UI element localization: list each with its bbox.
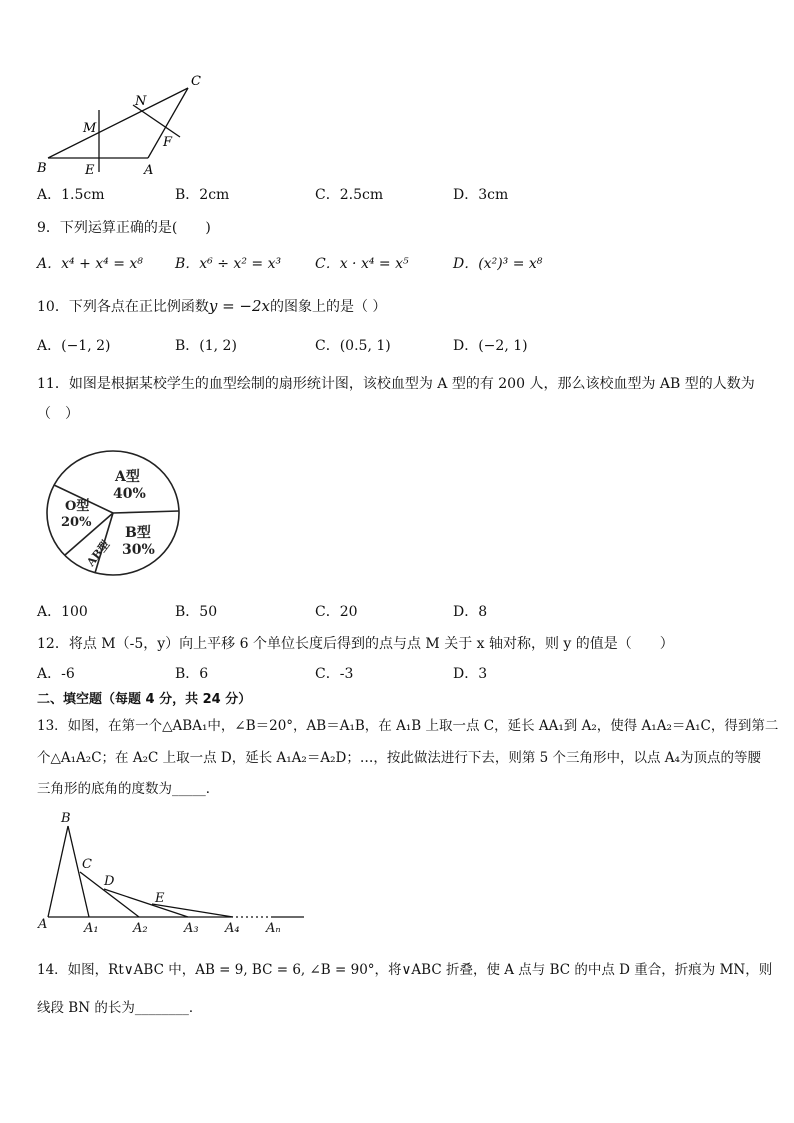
fig13-label-a: A (38, 917, 48, 932)
label-b: B (37, 161, 47, 176)
q9-option-b[interactable]: B．x⁶ ÷ x² = x³ (175, 256, 282, 272)
q14-line1: 14．如图，Rt∨ABC 中，AB = 9, BC = 6, ∠B = 90°，将∨ABC 折叠，使 A 点与 BC 的中点 D 重合，折痕为 MN，则 (37, 962, 773, 978)
q11-stem-line1: 11．如图是根据某校学生的血型绘制的扇形统计图，该校血型为 A 型的有 200 人，那么该校血型为 AB 型的人数为 (37, 376, 755, 392)
q8-option-c[interactable]: C．2.5cm (315, 187, 384, 203)
q11-pie-chart (45, 447, 185, 579)
q8-figure (30, 68, 220, 183)
section-fill-in-title: 二、填空题（每题 4 分，共 24 分） (37, 692, 252, 707)
q10-stem-post: 的图象上的是（ ） (269, 299, 387, 315)
label-f: F (163, 135, 173, 150)
segment-ab (48, 826, 68, 917)
label-n: N (135, 94, 147, 109)
pie-a-label: A型 (115, 469, 140, 485)
q12-stem: 12．将点 M（-5，y）向上平移 6 个单位长度后得到的点与点 M 关于 x 轴对称，则 y 的值是（ ） (37, 636, 674, 652)
label-e: E (85, 163, 95, 178)
label-c: C (191, 74, 201, 89)
q13-line2: 个△A₁A₂C；在 A₂C 上取一点 D，延长 A₁A₂＝A₂D；…，按此做法进行下去，则第 5 个三角形中，以点 A₄为顶点的等腰 (37, 750, 761, 766)
q12-option-c[interactable]: C．-3 (315, 666, 354, 682)
q11-option-c[interactable]: C．20 (315, 604, 358, 620)
q12-option-b[interactable]: B．6 (175, 666, 209, 682)
q8-option-a[interactable]: A．1.5cm (37, 187, 105, 203)
q8-option-d[interactable]: D．3cm (453, 187, 509, 203)
label-m: M (83, 121, 97, 136)
q9-option-d[interactable]: D．(x²)³ = x⁸ (453, 256, 543, 272)
pie-b-label: B型 (125, 525, 151, 541)
q14-line2: 线段 BN 的长为________． (37, 1000, 203, 1016)
pie-o-label: O型 (65, 499, 90, 514)
perp-bisector-nf (133, 105, 180, 137)
q10-stem (37, 296, 386, 317)
fig13-label-a1: A₁ (84, 921, 99, 936)
q10-stem-expr: y = −2x (208, 297, 270, 315)
q12-option-a[interactable]: A．-6 (37, 666, 75, 682)
q9-stem: 9．下列运算正确的是( ) (37, 220, 211, 236)
pie-ab-label: AB型 (84, 537, 113, 569)
fig13-label-e: E (155, 891, 165, 906)
q11-option-d[interactable]: D．8 (453, 604, 488, 620)
label-a: A (144, 163, 154, 178)
q9-option-c[interactable]: C．x · x⁴ = x⁵ (315, 256, 409, 272)
q11-stem-line2: （ ） (37, 406, 79, 422)
q13-figure (36, 808, 311, 936)
fig13-label-a2: A₂ (133, 921, 148, 936)
pie-divider-a-b (113, 511, 179, 513)
pie-b-pct: 30% (122, 542, 155, 558)
q10-stem-pre: 10．下列各点在正比例函数 (37, 299, 209, 315)
q12-option-d[interactable]: D．3 (453, 666, 488, 682)
fig13-label-c: C (82, 857, 92, 872)
fig13-label-a4: A₄ (225, 921, 240, 936)
q10-option-c[interactable]: C．(0.5, 1) (315, 338, 391, 354)
q13-line1: 13．如图，在第一个△ABA₁中，∠B＝20°，AB＝A₁B，在 A₁B 上取一点 C，延长 AA₁到 A₂，使得 A₁A₂＝A₁C，得到第二 (37, 718, 779, 734)
fig13-label-an: Aₙ (266, 921, 281, 936)
q10-option-a[interactable]: A．(−1, 2) (37, 338, 111, 354)
q13-line3: 三角形的底角的度数为_____． (37, 781, 220, 797)
q11-option-a[interactable]: A．100 (37, 604, 88, 620)
fig13-label-d: D (104, 874, 115, 889)
segment-da3 (104, 889, 188, 917)
pie-a-pct: 40% (113, 486, 146, 502)
fig13-label-b: B (61, 811, 71, 826)
fig13-label-a3: A₃ (184, 921, 199, 936)
q10-option-d[interactable]: D．(−2, 1) (453, 338, 528, 354)
q8-option-b[interactable]: B．2cm (175, 187, 230, 203)
q10-option-b[interactable]: B．(1, 2) (175, 338, 237, 354)
pie-o-pct: 20% (61, 515, 92, 530)
q9-option-a[interactable]: A．x⁴ + x⁴ = x⁸ (37, 256, 143, 272)
q11-option-b[interactable]: B．50 (175, 604, 218, 620)
